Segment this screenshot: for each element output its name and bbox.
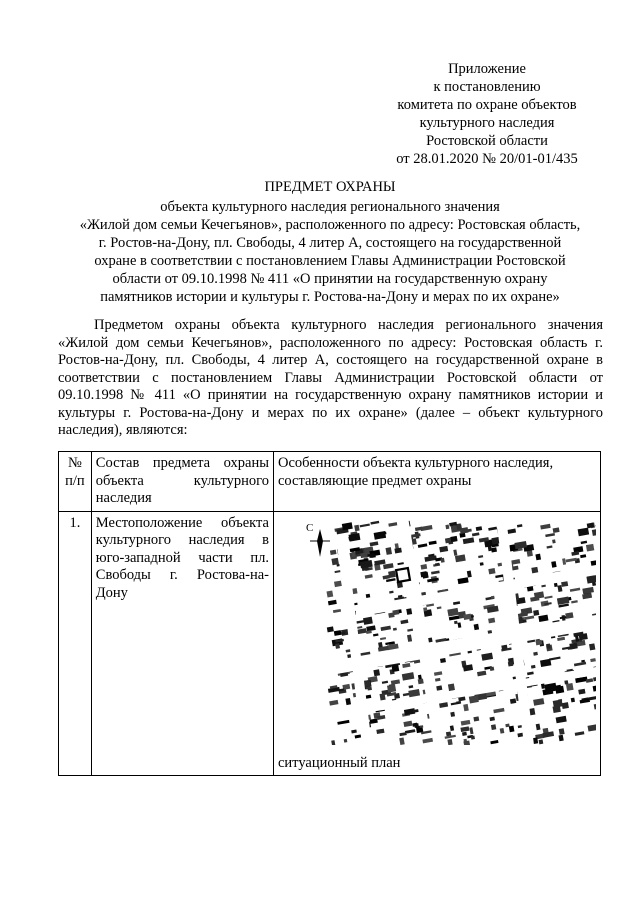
map-building	[531, 664, 536, 668]
map-building	[374, 559, 385, 565]
heading-line: г. Ростов-на-Дону, пл. Свободы, 4 литер А, состоящего на государственной	[98, 235, 562, 251]
map-building	[448, 683, 455, 691]
map-building	[365, 574, 373, 579]
map-building	[593, 676, 596, 681]
map-building	[594, 703, 596, 709]
north-label: С	[305, 521, 314, 534]
map-building	[477, 670, 486, 676]
map-building	[380, 625, 390, 630]
map-building	[408, 689, 420, 697]
map-building	[453, 549, 457, 555]
map-building	[457, 577, 468, 584]
map-building	[557, 596, 569, 604]
map-building	[551, 561, 556, 568]
map-building	[581, 540, 588, 543]
header-features: Особенности объекта культурного наследия, составляющие предмет охраны	[273, 452, 600, 512]
map-building	[480, 562, 484, 566]
annex-line: от 28.01.2020 № 20/01-01/435	[396, 151, 578, 167]
map-building	[334, 580, 342, 587]
map-building	[535, 553, 541, 560]
map-building	[578, 527, 590, 536]
map-building	[344, 738, 348, 742]
map-building	[383, 563, 394, 569]
map-building	[451, 701, 461, 705]
map-building	[393, 627, 397, 630]
map-building	[418, 543, 428, 547]
map-building	[562, 558, 566, 565]
map-building	[422, 737, 433, 742]
map-building	[463, 703, 469, 710]
map-building	[399, 732, 406, 736]
map-building	[419, 725, 423, 728]
row-composition: Местоположение объекта культурного наследия в юго-западной части пл. Свободы г. Ростова-на-Дону	[91, 511, 273, 776]
map-building	[517, 524, 523, 527]
map-building	[439, 545, 448, 552]
map-building	[463, 537, 475, 544]
map-building	[380, 637, 386, 640]
annex-line: Ростовской области	[426, 133, 548, 149]
map-building	[402, 662, 410, 667]
map-building	[467, 570, 472, 577]
map-building	[538, 614, 548, 621]
map-building	[586, 543, 594, 551]
document-heading	[60, 178, 600, 306]
map-building	[373, 669, 380, 676]
map-building	[342, 522, 353, 530]
map-building	[388, 612, 394, 618]
map-building	[328, 599, 337, 605]
map-building	[508, 661, 513, 666]
map-building	[582, 586, 594, 593]
map-building	[545, 532, 555, 536]
map-building	[348, 533, 360, 542]
map-building	[327, 626, 334, 632]
map-building	[382, 680, 388, 683]
map-building	[333, 608, 341, 612]
map-building	[590, 658, 596, 662]
map-building	[493, 707, 504, 712]
map-building	[391, 679, 400, 684]
intro-text: Предметом охраны объекта культурного наследия регионального значения «Жилой дом семьи Кечегьянов», расположенного по адресу: Ростовская область г. Ростов-на-Дону, пл. Свободы, 4 литер А, состоящего на государственной охране в соответствии с постановлением Главы Администрации Ростовской области от 09.10.1998 № 411 «О принятии на государственную охрану памятников истории и культуры г. Ростова-на-Дону и мерах по их охране» (далее – объект культурного наследия), являются:	[58, 317, 603, 438]
map-building	[490, 666, 495, 670]
map-building	[373, 633, 379, 636]
row-features	[273, 511, 600, 776]
situation-map-image	[296, 517, 596, 745]
map-building	[329, 699, 338, 705]
annex-line: к постановлению	[433, 79, 541, 95]
map-building	[408, 685, 413, 688]
map-building	[540, 658, 551, 666]
map-building	[501, 644, 507, 649]
map-building	[558, 734, 563, 740]
map-building	[389, 590, 394, 593]
map-building	[453, 601, 460, 605]
map-building	[351, 729, 357, 733]
map-building	[429, 540, 437, 544]
table-header-row	[59, 452, 601, 512]
map-building	[382, 574, 389, 579]
map-building	[544, 595, 552, 598]
heading-line: памятников истории и культуры г. Ростова-на-Дону и мерах по их охране»	[100, 289, 560, 305]
map-building	[510, 698, 516, 703]
map-building	[455, 554, 466, 562]
map-building	[403, 720, 412, 726]
map-building	[488, 526, 497, 530]
map-building	[571, 551, 579, 556]
map-building	[509, 725, 515, 732]
map-building	[387, 684, 396, 692]
header-composition: Состав предмета охраны объекта культурного наследия	[91, 452, 273, 512]
map-building	[549, 656, 560, 660]
map-building	[476, 526, 482, 531]
map-building	[578, 688, 585, 694]
map-building	[580, 554, 586, 558]
map-building	[331, 740, 335, 745]
map-building	[366, 593, 371, 597]
annex-line: культурного наследия	[419, 115, 555, 131]
map-building	[402, 672, 415, 680]
map-building	[440, 557, 444, 562]
map-building	[500, 727, 505, 733]
map-building	[400, 619, 408, 624]
map-building	[541, 584, 546, 587]
map-building	[326, 590, 333, 597]
map-building	[531, 566, 538, 572]
map-building	[407, 628, 413, 631]
map-building	[592, 527, 596, 535]
map-building	[457, 622, 461, 628]
heading-line: «Жилой дом семьи Кечегьянов», расположенного по адресу: Ростовская область,	[79, 217, 581, 233]
map-building	[345, 698, 351, 705]
map-building	[474, 623, 480, 629]
map-building	[490, 740, 498, 744]
map-building	[454, 620, 458, 623]
map-building	[445, 524, 449, 529]
map-building	[370, 541, 379, 546]
annex-line: Приложение	[448, 61, 526, 77]
map-building	[541, 683, 545, 689]
annex-block	[372, 60, 602, 168]
map-building	[388, 522, 397, 527]
map-building	[571, 600, 578, 603]
map-building	[478, 555, 483, 558]
map-building	[420, 571, 427, 577]
map-building	[552, 539, 556, 543]
map-building	[540, 523, 550, 529]
map-building	[539, 739, 544, 744]
map-building	[556, 715, 567, 723]
map-building	[460, 726, 469, 732]
map-building	[491, 724, 496, 730]
map-building	[461, 719, 471, 725]
map-building	[488, 617, 495, 623]
map-building	[399, 737, 405, 744]
map-building	[575, 731, 585, 736]
map-building	[447, 607, 458, 616]
map-building	[557, 636, 565, 640]
map-building	[554, 582, 558, 586]
table-row	[59, 511, 601, 776]
annex-line: комитета по охране объектов	[397, 97, 577, 113]
map-building	[553, 527, 560, 533]
map-building	[533, 609, 539, 615]
map-building	[437, 606, 442, 609]
map-building	[334, 630, 342, 636]
map-building	[357, 628, 367, 634]
map-building	[420, 564, 427, 570]
map-building	[593, 684, 596, 691]
map-building	[330, 549, 337, 554]
map-building	[450, 725, 454, 731]
map-building	[533, 651, 538, 655]
map-building	[391, 664, 399, 672]
map-building	[335, 643, 340, 649]
map-building	[331, 557, 339, 565]
map-building	[424, 555, 437, 561]
map-building	[446, 731, 451, 736]
map-building	[534, 591, 544, 599]
row-num: 1.	[59, 511, 92, 776]
map-building	[337, 719, 349, 724]
map-building	[449, 615, 460, 620]
map-building	[570, 587, 580, 591]
map-building	[559, 728, 565, 735]
map-building	[472, 532, 480, 536]
map-building	[569, 642, 577, 649]
map-building	[360, 523, 370, 527]
map-building	[469, 695, 479, 703]
heading-line: области от 09.10.1998 № 411 «О принятии на государственную охрану	[112, 271, 548, 287]
map-building	[431, 570, 440, 574]
map-building	[385, 547, 392, 555]
map-building	[473, 716, 479, 721]
map-building	[561, 581, 568, 587]
map-building	[450, 711, 455, 716]
map-building	[469, 727, 473, 734]
map-building	[414, 723, 419, 728]
map-building	[376, 728, 384, 733]
map-building	[366, 630, 372, 634]
heading-line: охране в соответствии с постановлением Главы Администрации Ростовской	[94, 253, 566, 269]
map-caption: ситуационный план	[277, 754, 401, 771]
map-building	[589, 643, 595, 650]
map-building	[447, 739, 452, 745]
map-building	[536, 723, 541, 730]
map-building	[363, 616, 373, 624]
map-building	[488, 567, 495, 573]
protection-table	[58, 451, 601, 776]
map-building	[370, 520, 379, 524]
map-building	[462, 731, 467, 735]
map-building	[587, 724, 596, 731]
map-building	[533, 698, 544, 706]
map-building	[354, 524, 359, 531]
heading-line: объекта культурного наследия регионального значения	[160, 199, 500, 215]
map-building	[407, 634, 412, 641]
map-building	[527, 671, 534, 675]
map-building	[440, 657, 446, 662]
map-building	[557, 585, 562, 592]
map-building	[574, 661, 586, 666]
map-building	[481, 652, 493, 660]
situation-map	[296, 517, 596, 745]
document-title: ПРЕДМЕТ ОХРАНЫ	[264, 179, 396, 195]
map-building	[571, 697, 575, 702]
map-building	[489, 716, 494, 720]
map-building	[566, 682, 574, 690]
header-num: № п/п	[59, 452, 92, 512]
intro-paragraph	[58, 317, 603, 440]
map-building	[471, 735, 475, 739]
map-building	[553, 699, 563, 707]
map-building	[546, 545, 552, 548]
